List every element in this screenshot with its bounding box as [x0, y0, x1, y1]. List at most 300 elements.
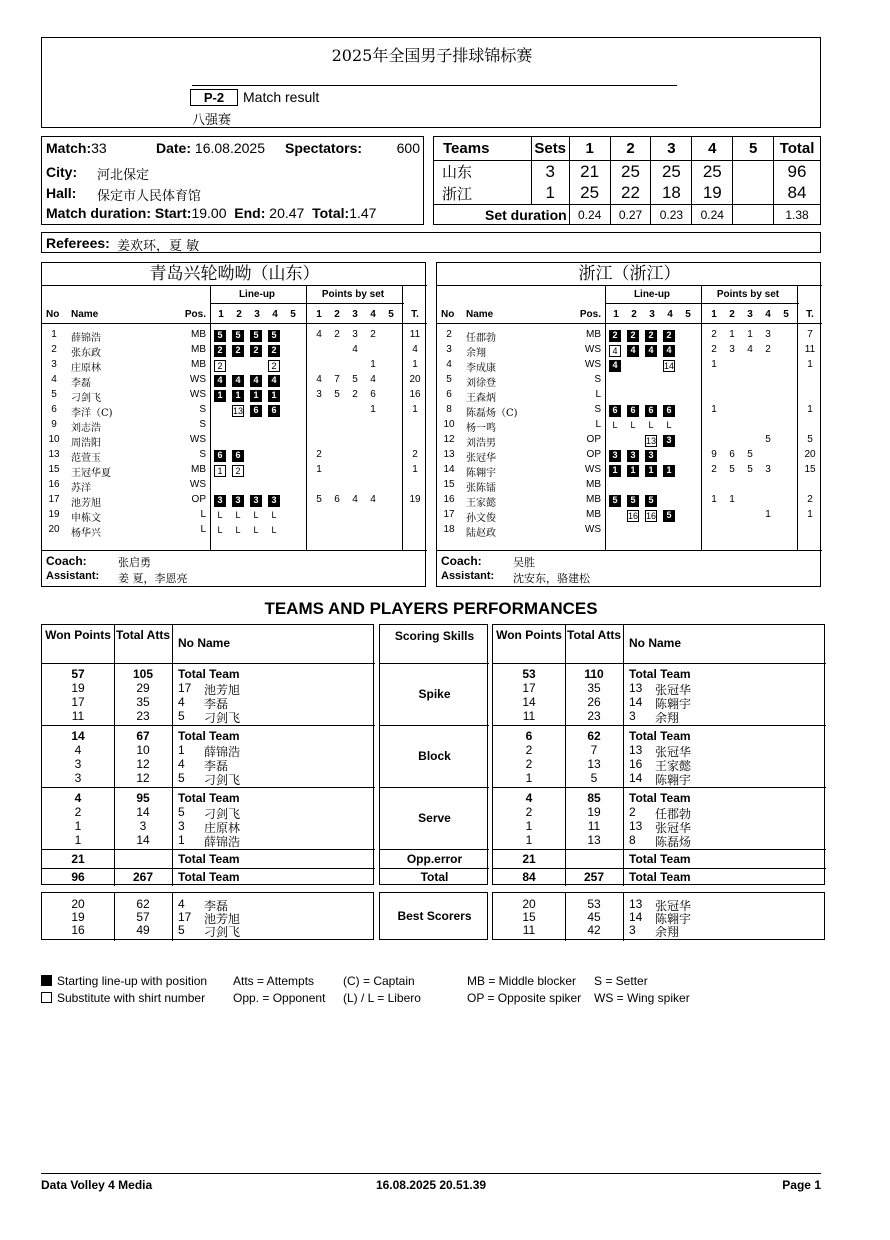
away-col-divider [797, 285, 798, 550]
away-best-number: 13 [629, 897, 643, 911]
away-set-points: 5 [729, 464, 735, 475]
skills-group-rule [380, 725, 489, 726]
referees-box [41, 232, 821, 253]
away-perf-scorer-number: 3 [629, 709, 636, 723]
empty-square-icon [41, 992, 52, 1003]
away-title-rule [437, 285, 822, 286]
away-player-position: WS [584, 524, 601, 535]
home-lineup-cell: 3 [250, 495, 262, 507]
home-player-total: 1 [412, 359, 418, 370]
home-player-name: 池芳旭 [71, 498, 101, 509]
home-perf-total-atts: 3 [139, 819, 147, 833]
home-best-divider [172, 893, 173, 941]
home-player-number: 6 [51, 404, 57, 415]
away-lineup-cell: 5 [609, 495, 621, 507]
away-perf-total-team-label: Total Team [629, 791, 691, 805]
away-lineup-cell: 1 [609, 465, 621, 477]
away-set4: 19 [692, 183, 733, 205]
away-lineup-cell: 5 [663, 510, 675, 522]
away-perf-total-team-label: Total Team [629, 729, 691, 743]
home-player-name: 苏洋 [71, 483, 91, 494]
home-perf-total-atts: 95 [136, 791, 150, 805]
away-score-row [434, 183, 821, 205]
home-player-total: 19 [409, 494, 421, 505]
away-perf-won-points: 2 [525, 757, 533, 771]
away-perf-won-points: 1 [525, 819, 533, 833]
home-perf-scorer-name: 薛锦浩 [204, 745, 241, 759]
home-lineup-cell: L [217, 510, 223, 520]
away-perf-total-atts: 11 [587, 819, 601, 833]
home-set-points: 3 [352, 329, 358, 340]
home-perf-total-atts: 267 [132, 870, 154, 884]
home-perf-group-rule [42, 787, 375, 788]
away-player-number: 6 [446, 389, 452, 400]
home-perf-total-rule [42, 868, 375, 869]
legend-starting-text: Starting line-up with position [57, 974, 208, 988]
match-row [46, 140, 107, 156]
home-col-divider [402, 285, 403, 550]
away-player-name: 孙文俊 [466, 513, 496, 524]
away-lineup-cell: 2 [609, 330, 621, 342]
away-best-name: 张冠华 [655, 899, 692, 913]
away-set-points: 5 [765, 434, 771, 445]
home-lineup-cell: L [235, 525, 241, 535]
away-roster-panel [436, 262, 821, 587]
home-perf-won-points: 14 [71, 729, 85, 743]
home-lineup-cell: 1 [214, 390, 226, 402]
away-lineup-cell: 16 [646, 511, 657, 521]
away-perf-won-points: 11 [522, 709, 536, 723]
home-perf-total-atts: 10 [136, 743, 150, 757]
away-best-divider [623, 893, 624, 941]
home-player-number: 9 [51, 419, 57, 430]
home-no-header: No [46, 309, 60, 320]
home-col-divider [306, 285, 307, 550]
home-lineup-cell: 2 [250, 345, 262, 357]
away-lineup-cell: L [666, 420, 672, 430]
away-lineup-cell: 3 [663, 435, 675, 447]
away-coach-name: 吴胜 [513, 556, 535, 569]
score-header-row [434, 137, 821, 161]
championship-title: 2025年全国男子排球锦标赛 [331, 46, 533, 65]
home-player-number: 1 [51, 329, 57, 340]
home-lineup-cell: 2 [268, 360, 280, 372]
home-lineup-col-3: 3 [254, 309, 260, 320]
home-points-col-5: 5 [388, 309, 394, 320]
home-set-points: 2 [370, 329, 376, 340]
away-lineup-cell: 1 [663, 465, 675, 477]
home-points-col-2: 2 [334, 309, 340, 320]
home-lineup-cell: 6 [268, 405, 280, 417]
away-set-points: 1 [765, 509, 771, 520]
skills-total-rule [380, 868, 489, 869]
home-sets-won: 3 [531, 161, 569, 183]
away-lineup-col-4: 4 [667, 309, 673, 320]
away-perf-won-points: 2 [525, 743, 533, 757]
away-perf-total-atts: 85 [587, 791, 601, 805]
home-lineup-cell: 2 [232, 345, 244, 357]
home-player-name: 李洋（C) [71, 408, 113, 419]
away-lineup-cell: 14 [664, 361, 675, 371]
home-player-name: 张东政 [71, 348, 101, 359]
home-perf-total-atts: 14 [136, 833, 150, 847]
home-player-position: MB [191, 329, 206, 340]
home-perf-divider [172, 625, 173, 886]
home-player-name: 王冠华夏 [71, 468, 111, 479]
home-pos-header: Pos. [184, 309, 206, 320]
score-table [433, 136, 821, 225]
away-perf-won-points: 1 [525, 771, 533, 785]
home-perf-scorer-name: 李磊 [204, 759, 229, 773]
teams-header: Teams [434, 137, 532, 161]
set-duration-row [434, 205, 821, 225]
away-perf-scorer-name: 陈翱宇 [655, 697, 692, 711]
away-coach-label: Coach: [441, 554, 482, 568]
home-perf-won-points: 1 [74, 819, 82, 833]
away-player-position: S [594, 374, 601, 385]
home-player-number: 2 [51, 344, 57, 355]
away-team-title: 浙江（浙江） [578, 264, 681, 284]
home-player-total: 11 [409, 329, 421, 340]
home-set-points: 1 [370, 359, 376, 370]
home-perf-won-points: 3 [74, 757, 82, 771]
home-set-points: 6 [334, 494, 340, 505]
away-player-name: 陈磊炀（C) [466, 408, 518, 419]
legend-opp: Opp. = Opponent [233, 991, 326, 1005]
away-lineup-cell: 6 [663, 405, 675, 417]
home-player-name: 刁剑飞 [71, 393, 101, 404]
home-coach-rule [42, 550, 427, 551]
set5-header: 5 [733, 137, 774, 161]
legend-s: S = Setter [594, 974, 648, 988]
home-set2: 25 [610, 161, 651, 183]
away-best-atts: 45 [587, 910, 601, 924]
home-player-position: OP [191, 494, 206, 505]
away-lineup-cell: 4 [627, 345, 639, 357]
away-perf-scorer-name: 张冠华 [655, 745, 692, 759]
home-perf-won-points: 2 [74, 805, 82, 819]
home-perf-scorer-name: 池芳旭 [204, 683, 241, 697]
home-col-divider [210, 285, 211, 550]
home-best-scorers [41, 892, 374, 940]
away-player-total: 20 [804, 449, 816, 460]
away-perf-scorer-name: 张冠华 [655, 821, 692, 835]
away-perf-scorer-number: 13 [629, 743, 643, 757]
footer-timestamp: 16.08.2025 20.51.39 [375, 1178, 487, 1192]
home-perf-total-atts: 12 [136, 757, 150, 771]
home-set-points: 2 [334, 329, 340, 340]
away-player-number: 15 [443, 479, 455, 490]
home-set-points: 2 [316, 449, 322, 460]
home-lineup-cell: 1 [214, 465, 226, 477]
away-perf-won-points: 17 [522, 681, 536, 695]
away-lineup-cell: 5 [627, 495, 639, 507]
away-team-name: 浙江 [434, 183, 532, 205]
away-player-name: 任郡勃 [466, 333, 496, 344]
away-player-name: 李成康 [466, 363, 496, 374]
home-points-col-4: 4 [370, 309, 376, 320]
home-perf-total-atts: 14 [136, 805, 150, 819]
away-lineup-cell: 1 [645, 465, 657, 477]
home-set-points: 4 [352, 344, 358, 355]
away-set-points: 1 [711, 359, 717, 370]
set1-header: 1 [569, 137, 610, 161]
set3-duration: 0.23 [651, 205, 692, 225]
home-performance-table [41, 624, 374, 885]
footer-rule [41, 1173, 821, 1174]
home-perf-scorer-number: 5 [178, 805, 185, 819]
home-lineup-col-4: 4 [272, 309, 278, 320]
legend-ws: WS = Wing spiker [594, 991, 690, 1005]
home-lineup-cell: 5 [250, 330, 262, 342]
away-player-number: 14 [443, 464, 455, 475]
filled-square-icon [41, 975, 52, 986]
home-perf-scorer-name: 庄原林 [204, 821, 241, 835]
away-player-name: 陆赵政 [466, 528, 496, 539]
home-perf-opp-won: 21 [71, 852, 85, 866]
hall-value: 保定市人民体育馆 [97, 189, 202, 204]
away-lineup-cell: 16 [628, 511, 639, 521]
away-player-number: 5 [446, 374, 452, 385]
home-lineup-cell: 4 [214, 375, 226, 387]
away-best-atts: 53 [587, 897, 601, 911]
set1-duration: 0.24 [569, 205, 610, 225]
away-col-divider [701, 285, 702, 550]
home-player-name: 刘志浩 [71, 423, 101, 434]
home-perf-total-team-label: Total Team [178, 667, 240, 681]
home-lineup-cell: 3 [232, 495, 244, 507]
away-lineup-cell: 3 [627, 450, 639, 462]
away-lineup-cell: 3 [645, 450, 657, 462]
away-no-header: No [441, 309, 455, 320]
skills-header: Scoring Skills [394, 629, 475, 643]
skills-header-rule [380, 663, 489, 664]
away-player-number: 2 [446, 329, 452, 340]
home-perf-scorer-name: 李磊 [204, 697, 229, 711]
home-roster-panel [41, 262, 426, 587]
home-perf-scorer-number: 5 [178, 771, 185, 785]
end-value: 20.47 [269, 205, 305, 221]
date-row [156, 140, 265, 156]
away-lineup-cell: 4 [609, 360, 621, 372]
away-perf-total-atts: 110 [584, 667, 604, 681]
away-name-header: Name [466, 309, 494, 320]
away-perf-scorer-name: 张冠华 [655, 683, 692, 697]
away-set-points: 3 [729, 344, 735, 355]
header-box [41, 37, 821, 128]
away-player-position: MB [586, 479, 601, 490]
away-perf-group-rule [493, 725, 826, 726]
home-set-points: 7 [334, 374, 340, 385]
away-player-position: MB [586, 329, 601, 340]
away-set-points: 2 [711, 344, 717, 355]
away-points-col-4: 4 [765, 309, 771, 320]
away-best-name: 余翔 [655, 925, 680, 939]
home-set-points: 4 [370, 494, 376, 505]
away-player-total: 5 [807, 434, 813, 445]
spectators-label: Spectators: [285, 140, 363, 156]
away-player-position: S [594, 404, 601, 415]
legend-starting [41, 973, 207, 990]
away-perf-total-atts: 35 [587, 681, 601, 695]
home-set-points: 1 [316, 464, 322, 475]
away-best-name: 陈翱宇 [655, 912, 692, 926]
home-best-number: 5 [178, 923, 185, 937]
away-lineup-cell: 4 [609, 345, 621, 357]
home-perf-scorer-number: 4 [178, 757, 185, 771]
away-lineup-col-3: 3 [649, 309, 655, 320]
away-lineup-col-1: 1 [613, 309, 619, 320]
away-player-name: 王森炳 [466, 393, 496, 404]
away-perf-opp-rule [493, 849, 826, 850]
home-perf-scorer-name: 刁剑飞 [204, 807, 241, 821]
home-player-name: 杨华兴 [71, 528, 101, 539]
set4-duration: 0.24 [692, 205, 733, 225]
home-perf-scorer-name: 薛锦浩 [204, 835, 241, 849]
away-set5 [733, 183, 774, 205]
away-perf-won-points: 6 [525, 729, 533, 743]
away-best-points: 11 [522, 923, 536, 937]
away-perf-scorer-number: 13 [629, 819, 643, 833]
away-sets-won: 1 [531, 183, 569, 205]
home-player-number: 16 [48, 479, 60, 490]
home-player-number: 15 [48, 464, 60, 475]
away-set-points: 2 [711, 329, 717, 340]
home-perf-won-points: 3 [74, 771, 82, 785]
away-set-points: 2 [711, 464, 717, 475]
home-perf-total-atts: 29 [136, 681, 150, 695]
skills-opp-rule [380, 849, 489, 850]
home-points-col-1: 1 [316, 309, 322, 320]
start-value: 19.00 [191, 205, 227, 221]
away-best-scorers [492, 892, 825, 940]
best-scorers-label-box [379, 892, 488, 940]
home-lineup-header: Line-up [238, 289, 276, 300]
home-set5 [733, 161, 774, 183]
home-lineup-cell: 1 [268, 390, 280, 402]
away-lineup-cell: L [612, 420, 618, 430]
home-assistant-names: 姜 夏，李恩亮 [118, 572, 188, 585]
away-player-position: OP [586, 434, 601, 445]
home-assistant-label: Assistant: [46, 570, 100, 582]
away-perf-won-points: 4 [525, 791, 533, 805]
away-player-position: OP [586, 449, 601, 460]
home-player-number: 19 [48, 509, 60, 520]
away-perf-total-atts: 5 [590, 771, 598, 785]
away-lineup-cell: 6 [627, 405, 639, 417]
home-lineup-cell: 2 [268, 345, 280, 357]
home-perf-won-points: 11 [71, 709, 85, 723]
home-lineup-cell: 1 [232, 390, 244, 402]
away-perf-total-atts: 7 [590, 743, 598, 757]
away-best-points: 20 [522, 897, 536, 911]
away-perf-won-points: 14 [522, 695, 536, 709]
home-set-points: 2 [352, 389, 358, 400]
away-player-number: 12 [443, 434, 455, 445]
home-player-position: WS [189, 374, 206, 385]
home-set1: 21 [569, 161, 610, 183]
home-player-total: 16 [409, 389, 421, 400]
home-lineup-cell: 4 [232, 375, 244, 387]
away-perf-total-won: 84 [522, 870, 536, 884]
away-set-points: 1 [711, 404, 717, 415]
home-lineup-cell: L [253, 525, 259, 535]
home-lineup-col-5: 5 [290, 309, 296, 320]
home-player-name: 周浩阳 [71, 438, 101, 449]
opp-error-label: Opp.error [406, 852, 463, 866]
home-perf-scorer-number: 1 [178, 833, 185, 847]
away-points-col-1: 1 [711, 309, 717, 320]
home-player-name: 申栋文 [71, 513, 101, 524]
scoring-skills-column [379, 624, 488, 885]
home-best-points: 20 [71, 897, 85, 911]
away-lineup-cell: 2 [645, 330, 657, 342]
away-player-name: 陈翱宇 [466, 468, 496, 479]
away-total: 84 [774, 183, 821, 205]
home-player-name: 薛锦浩 [71, 333, 101, 344]
home-lineup-cell: 5 [232, 330, 244, 342]
home-player-number: 20 [48, 524, 60, 535]
set5-duration [733, 205, 774, 225]
home-title-rule [42, 285, 427, 286]
away-perf-total-atts: 26 [587, 695, 601, 709]
away-perf-scorer-name: 王家懿 [655, 759, 692, 773]
home-best-name: 池芳旭 [204, 912, 241, 926]
referees-label: Referees: [46, 235, 110, 251]
total-header: Total [774, 137, 821, 161]
home-lineup-cell: 5 [268, 330, 280, 342]
away-perf-total-atts: 19 [587, 805, 601, 819]
date-label: Date: [156, 140, 192, 156]
away-perf-total-atts: 62 [587, 729, 601, 743]
set3-header: 3 [651, 137, 692, 161]
away-perf-won-points: 1 [525, 833, 533, 847]
away-player-total: 11 [804, 344, 816, 355]
home-perf-atts-header: Total Atts [116, 628, 170, 642]
home-player-total: 2 [412, 449, 418, 460]
away-best-number: 3 [629, 923, 636, 937]
away-player-name: 余翔 [466, 348, 486, 359]
footer-page: Page 1 [782, 1178, 821, 1192]
home-perf-won-points: 57 [71, 667, 85, 681]
away-player-total: 1 [807, 509, 813, 520]
away-player-total: 1 [807, 359, 813, 370]
home-set4: 25 [692, 161, 733, 183]
total-value: 1.47 [349, 205, 377, 221]
home-perf-won-points: 1 [74, 833, 82, 847]
away-col-divider [605, 285, 606, 550]
home-player-number: 10 [48, 434, 60, 445]
home-perf-scorer-number: 4 [178, 695, 185, 709]
home-lineup-cell: 4 [268, 375, 280, 387]
home-player-number: 17 [48, 494, 60, 505]
total-label: Total: [312, 205, 350, 221]
away-lineup-cell: 3 [609, 450, 621, 462]
home-player-position: L [200, 509, 206, 520]
away-group-rule [605, 303, 799, 304]
home-team-title: 青岛兴轮呦呦（山东） [149, 264, 320, 284]
skills-group-rule [380, 787, 489, 788]
home-perf-won-points: 4 [74, 743, 82, 757]
referees-names: 姜欢环，夏 敏 [117, 239, 200, 254]
home-perf-won-points: 19 [71, 681, 85, 695]
away-lineup-cell: 13 [646, 436, 657, 446]
away-lineup-cell: 2 [663, 330, 675, 342]
away-perf-scorer-name: 陈磊炀 [655, 835, 692, 849]
home-perf-scorer-name: 刁剑飞 [204, 711, 241, 725]
home-player-total: 4 [412, 344, 418, 355]
home-score-row [434, 161, 821, 183]
